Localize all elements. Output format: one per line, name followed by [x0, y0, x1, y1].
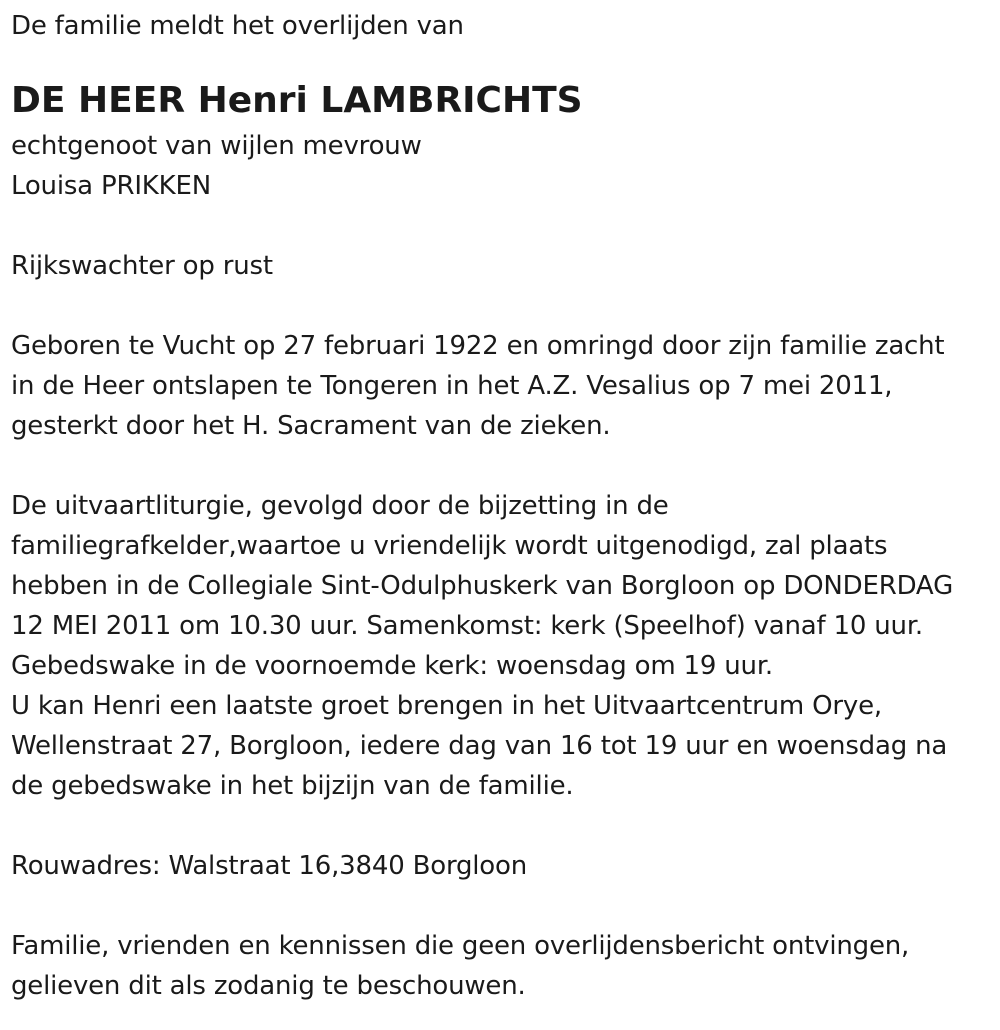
spacer: [11, 886, 991, 926]
deceased-name: DE HEER Henri LAMBRICHTS: [11, 80, 583, 121]
spacer: [11, 206, 991, 246]
spacer: [11, 446, 991, 486]
paragraph-line: Familie, vrienden en kennissen die geen overlijdensbericht ontvingen,: [11, 931, 910, 961]
spouse-line: echtgenoot van wijlen mevrouw: [11, 131, 422, 161]
funeral-paragraph: [11, 486, 991, 806]
paragraph-line: Wellenstraat 27, Borgloon, iedere dag van 16 tot 19 uur en woensdag na: [11, 731, 948, 761]
spacer: [11, 286, 991, 326]
paragraph-line: in de Heer ontslapen te Tongeren in het A.Z. Vesalius op 7 mei 2011,: [11, 371, 893, 401]
paragraph-line: Gebedswake in de voornoemde kerk: woensdag om 19 uur.: [11, 651, 773, 681]
paragraph-line: familiegrafkelder,waartoe u vriendelijk wordt uitgenodigd, zal plaats: [11, 531, 888, 561]
spacer: [11, 806, 991, 846]
death-notice: [11, 6, 991, 1006]
paragraph-line: de gebedswake in het bijzijn van de familie.: [11, 771, 574, 801]
paragraph-line: Geboren te Vucht op 27 februari 1922 en omringd door zijn familie zacht: [11, 331, 945, 361]
paragraph-line: gelieven dit als zodanig te beschouwen.: [11, 971, 526, 1001]
spouse-name: Louisa PRIKKEN: [11, 171, 211, 201]
intro-text: De familie meldt het overlijden van: [11, 11, 464, 41]
closing-paragraph: [11, 926, 991, 1006]
profession-text: Rijkswachter op rust: [11, 251, 273, 281]
paragraph-line: De uitvaartliturgie, gevolgd door de bijzetting in de: [11, 491, 669, 521]
birth-death-paragraph: [11, 326, 991, 446]
paragraph-line: hebben in de Collegiale Sint-Odulphuskerk van Borgloon op DONDERDAG: [11, 571, 954, 601]
paragraph-line: 12 MEI 2011 om 10.30 uur. Samenkomst: kerk (Speelhof) vanaf 10 uur.: [11, 611, 923, 641]
paragraph-line: U kan Henri een laatste groet brengen in het Uitvaartcentrum Orye,: [11, 691, 882, 721]
mourning-address: Rouwadres: Walstraat 16,3840 Borgloon: [11, 851, 528, 881]
paragraph-line: gesterkt door het H. Sacrament van de zieken.: [11, 411, 611, 441]
